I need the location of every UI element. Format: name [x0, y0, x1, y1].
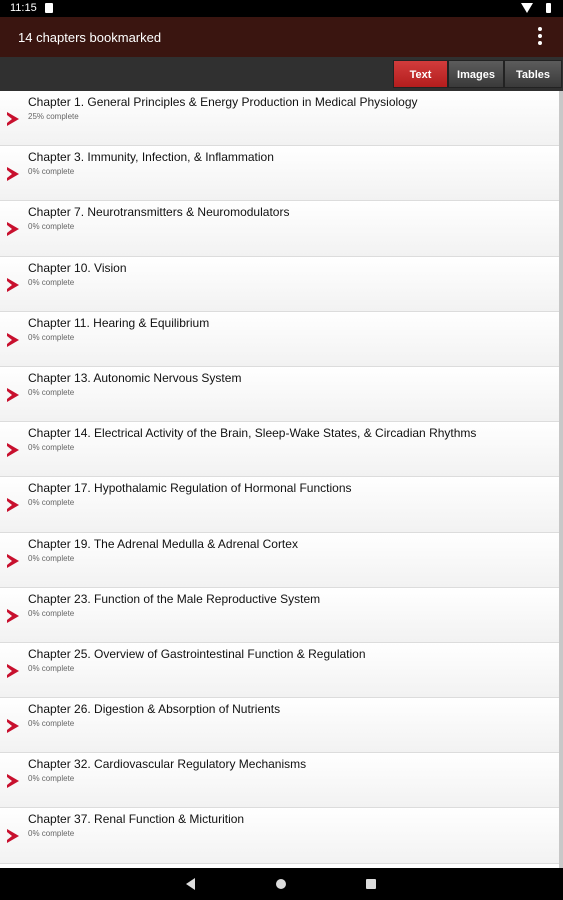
battery-icon [546, 3, 551, 13]
chapter-progress: 0% complete [28, 663, 75, 673]
chapter-progress: 0% complete [28, 829, 75, 839]
chapter-progress: 0% complete [28, 443, 75, 453]
chapter-title: Chapter 7. Neurotransmitters & Neuromodulators [28, 205, 290, 220]
nav-bar [0, 868, 563, 900]
chapter-title: Chapter 3. Immunity, Infection, & Inflammation [28, 150, 274, 165]
chapter-title: Chapter 26. Digestion & Absorption of Nutrients [28, 702, 281, 717]
list-item[interactable] [0, 477, 559, 532]
list-item[interactable] [0, 312, 559, 367]
list-item[interactable] [0, 422, 559, 477]
chapter-list [0, 91, 559, 868]
chevron-right-icon [7, 829, 19, 843]
chapter-progress: 0% complete [28, 774, 75, 784]
chapter-title: Chapter 23. Function of the Male Reproductive System [28, 591, 321, 606]
tab-bar [0, 57, 563, 91]
list-item[interactable] [0, 367, 559, 422]
chapter-title: Chapter 13. Autonomic Nervous System [28, 370, 242, 385]
chapter-progress: 0% complete [28, 277, 75, 287]
chapter-progress: 0% complete [28, 498, 75, 508]
chapter-title: Chapter 17. Hypothalamic Regulation of Hormonal Functions [28, 481, 352, 496]
list-item[interactable] [0, 753, 559, 808]
list-item[interactable] [0, 643, 559, 698]
chevron-right-icon [7, 719, 19, 733]
recents-icon[interactable] [366, 879, 376, 889]
list-item[interactable] [0, 808, 559, 863]
list-item[interactable] [0, 533, 559, 588]
chapter-title: Chapter 14. Electrical Activity of the Brain, Sleep-Wake States, & Circadian Rhythms [28, 426, 477, 441]
tab-tables[interactable]: Tables [504, 60, 562, 88]
chapter-title: Chapter 37. Renal Function & Micturition [28, 812, 245, 827]
list-item[interactable] [0, 201, 559, 256]
chapter-title: Chapter 11. Hearing & Equilibrium [28, 315, 210, 330]
tab-images[interactable]: Images [448, 60, 504, 88]
list-item[interactable] [0, 146, 559, 201]
chevron-right-icon [7, 278, 19, 292]
chevron-right-icon [7, 554, 19, 568]
list-item[interactable] [0, 698, 559, 753]
chapter-progress: 0% complete [28, 167, 75, 177]
chevron-right-icon [7, 388, 19, 402]
sd-card-icon [45, 3, 53, 13]
chevron-right-icon [7, 112, 19, 126]
chevron-right-icon [7, 664, 19, 678]
tab-text[interactable]: Text [393, 60, 448, 88]
wifi-icon [521, 3, 533, 13]
chevron-right-icon [7, 774, 19, 788]
home-icon[interactable] [276, 879, 286, 889]
list-item[interactable] [0, 257, 559, 312]
app-bar [0, 17, 563, 57]
chapter-progress: 0% complete [28, 608, 75, 618]
chevron-right-icon [7, 333, 19, 347]
page-title: 14 chapters bookmarked [18, 30, 162, 45]
status-bar [0, 0, 563, 17]
scrollbar[interactable] [559, 91, 563, 868]
chapter-title: Chapter 10. Vision [28, 260, 127, 275]
list-item[interactable] [0, 588, 559, 643]
chevron-right-icon [7, 498, 19, 512]
chapter-progress: 0% complete [28, 332, 75, 342]
chapter-progress: 0% complete [28, 387, 75, 397]
back-icon[interactable] [186, 878, 195, 890]
more-vert-icon[interactable] [536, 27, 544, 47]
chevron-right-icon [7, 167, 19, 181]
chapter-progress: 0% complete [28, 719, 75, 729]
status-time: 11:15 [10, 2, 37, 14]
list-item[interactable] [0, 91, 559, 146]
chevron-right-icon [7, 222, 19, 236]
chevron-right-icon [7, 443, 19, 457]
chapter-title: Chapter 25. Overview of Gastrointestinal Function & Regulation [28, 646, 366, 661]
chapter-title: Chapter 1. General Principles & Energy Production in Medical Physiology [28, 95, 418, 109]
chevron-right-icon [7, 609, 19, 623]
chapter-progress: 0% complete [28, 553, 75, 563]
chapter-title: Chapter 32. Cardiovascular Regulatory Mechanisms [28, 757, 307, 772]
chapter-title: Chapter 19. The Adrenal Medulla & Adrenal Cortex [28, 536, 298, 551]
chapter-progress: 0% complete [28, 222, 75, 232]
chapter-progress: 25% complete [28, 112, 79, 121]
